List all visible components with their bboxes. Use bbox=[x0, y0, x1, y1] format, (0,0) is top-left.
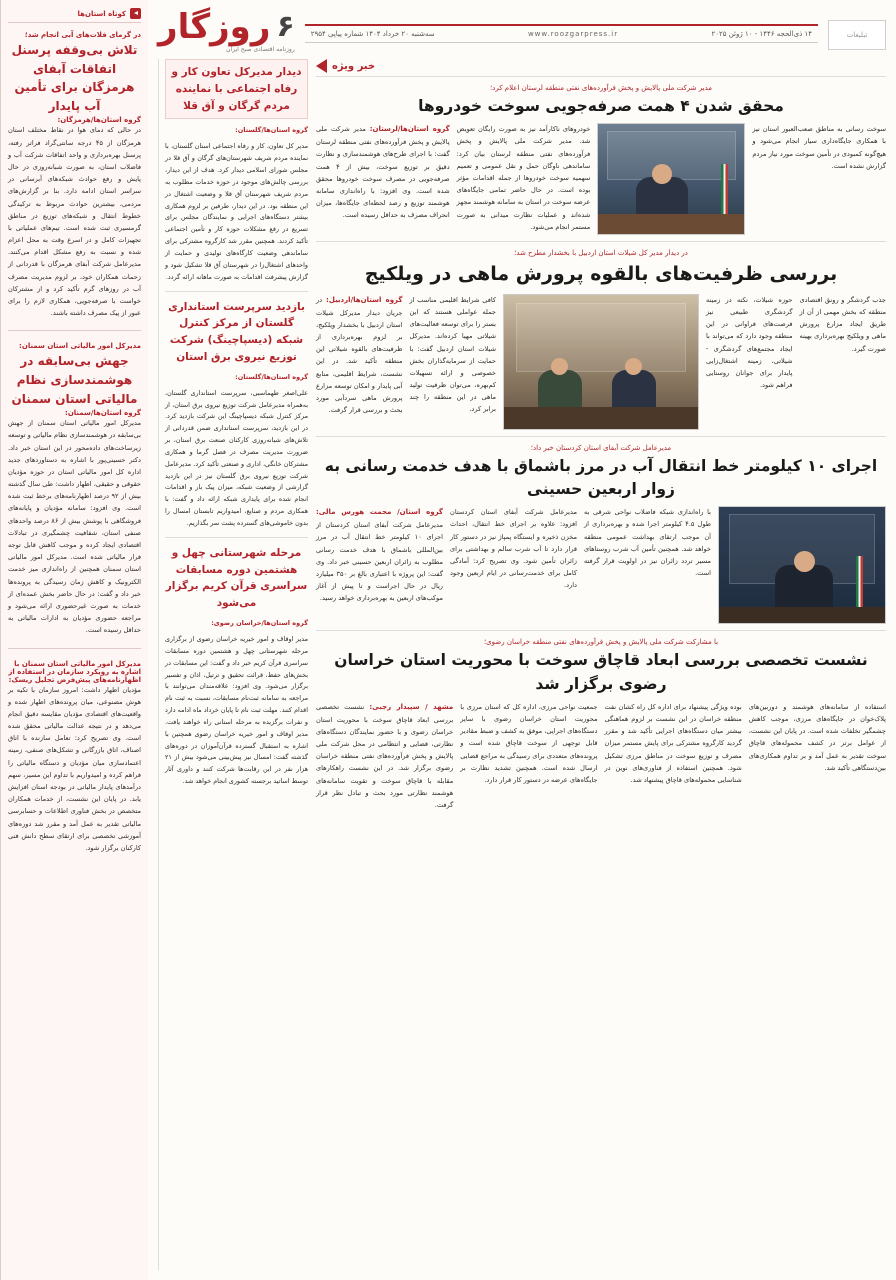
page-number: ۶ bbox=[276, 9, 295, 44]
article-col-1 bbox=[316, 506, 443, 604]
article-col-2: خودروهای ناکارآمد نیز به صورت رایگان تعویض شد. مدیر شرکت ملی پالایش و پخش فرآورده‌های نفتی منطقه لرستان بیان کرد: ساماندهی ناوگان حمل و نقل عمومی و تعمیم سهمیه سوخت خودروها از جمله اقدامات مؤثر بوده است. در حال حاضر تمامی جایگاه‌های عرضه سوخت در استان به سامانه هوشمند مجهز شده‌اند و عملیات نظارت میدانی به صورت مستمر انجام می‌شود. bbox=[456, 125, 591, 231]
left-item-lead: گروه استان‌ها/خراسان رضوی: bbox=[211, 619, 308, 628]
rail-item-title: تلاش بی‌وقفه پرسنل اتفاقات آبفای هرمزگان برای تأمین آب پایدار bbox=[11, 43, 138, 113]
divider bbox=[165, 537, 308, 538]
article-body-row bbox=[316, 506, 886, 624]
rail-item-body: در حالی که دمای هوا در نقاط مختلف استان هرمزگان از ۴۵ درجه سانتی‌گراد فراتر رفته، پرسنل بهره‌برداری و واحد اتفاقات شرکت آب و فاضلاب استان، به صورت شبانه‌روزی در حال پایش و رفع حوادث شبکه‌های آبرسانی در سراسر استان ادامه دارد. بنا بر گزارش‌های مردمی، بیشترین حوادث مربوط به ترکیدگی خطوط انتقال و شبکه‌های توزیع در مناطق گرمسیری ثبت شده است. تیم‌های عملیاتی با تجهیزات کامل و در اسرع وقت به محل اعزام شده و نسبت به رفع مشکل اقدام می‌کنند. مدیرعامل شرکت آبفای هرمزگان با قدردانی از زحمات همکاران خود، بر لزوم مدیریت مصرف آب در روزهای گرم تأکید کرد و از مشترکان خواست با صرفه‌جویی، همکاری لازم را برای عبور از پیک مصرف داشته باشند. bbox=[8, 126, 141, 318]
left-item-title: مرحله شهرستانی چهل و هشتمین دوره مسابقات سراسری قرآن کریم برگزار می‌شود bbox=[165, 546, 308, 610]
right-rail bbox=[0, 0, 148, 1280]
left-column bbox=[158, 59, 308, 1270]
masthead bbox=[148, 0, 896, 53]
rail-item-lead: گروه استان‌ها/سمنان: bbox=[65, 409, 141, 418]
article-col-3: با راه‌اندازی شبکه فاضلاب نواحی شرقی به طول ۴.۵ کیلومتر اجرا شده و بهره‌برداری از آن موجب ارتقای بهداشت عمومی منطقه خواهد شد. همچنین تأمین آب شرب روستاهای مسیر تردد زائران نیز در اولویت قرار گرفته است. bbox=[584, 508, 711, 578]
article-col-3: بوده ویژگی پیشنهاد برای اداره کل راه کشان نفت منطقه خراسان در این نشست بر لزوم هماهنگی بیشتر میان دستگاه‌های اجرایی تأکید شد و مقرر گردید کارگروه مشترکی برای پایش مستمر میزان مصرف و توزیع سوخت در مناطق مرزی تشکیل شود. همچنین استفاده از فناوری‌های نوین در شناسایی محموله‌های قاچاق پیشنهاد شد. bbox=[604, 702, 742, 784]
photo-wall-panel bbox=[516, 303, 687, 373]
article-lead-label: مشهد / سپیدار رجبی: bbox=[369, 702, 454, 711]
content-grid bbox=[148, 53, 896, 1280]
article-photo bbox=[718, 506, 886, 624]
article-col-4: استفاده از سامانه‌های هوشمند و دوربین‌های پلاک‌خوان در جایگاه‌های مرزی، موجب کاهش چشمگیر تخلفات شده است. در پایان این نشست، از عوامل برتر در کشف محموله‌های قاچاق سوخت تقدیر به عمل آمد و بر تداوم همکاری‌های بین‌دستگاهی تأکید شد. bbox=[748, 702, 886, 772]
article-col-3 bbox=[316, 123, 450, 221]
article-body-row bbox=[316, 123, 886, 235]
article-kicker: در دیدار مدیر کل شیلات استان اردبیل با بخشدار مطرح شد؛ bbox=[514, 249, 688, 258]
left-item-lead: گروه استان‌ها/گلستان: bbox=[235, 372, 308, 381]
left-item-lead: گروه استان‌ها/گلستان: bbox=[235, 126, 308, 135]
logo-tagline: روزنامه اقتصادی صبح ایران bbox=[226, 46, 295, 53]
brand-stamp: تبلیغات bbox=[828, 20, 886, 50]
article-fuel-savings bbox=[316, 84, 886, 242]
article-kicker: مدیر شرکت ملی پالایش و پخش فرآورده‌های نفتی منطقه لرستان اعلام کرد؛ bbox=[489, 84, 712, 92]
left-item-title: دیدار مدیرکل تعاون کار و رفاه اجتماعی با نماینده مردم گرگان و آق قلا bbox=[171, 66, 302, 112]
article-lead-text: مدیر شرکت ملی پالایش و پخش فرآورده‌های نفتی منطقه لرستان گفت: با اجرای طرح‌های هوشمندسازی و نظارت دقیق بر توزیع سوخت، بیش از ۴ همت صرفه‌جویی در مصرف سوخت خودروها محقق شده است. وی افزود: با راه‌اندازی سامانه هوشمند توزیع و رصد لحظه‌ای جایگاه‌ها، میزان انحراف مصرف به حداقل رسیده است. bbox=[315, 125, 450, 220]
rail-item-3 bbox=[8, 660, 141, 855]
photo-person-head bbox=[652, 164, 672, 184]
main-area bbox=[148, 0, 896, 1280]
rail-item-body: مؤدیان اظهار داشت: امروز سازمان با تکیه بر هوش مصنوعی، میان پرونده‌های اظهار شده و واقعیت‌های اقتصادی مؤدیان مقایسه دقیق انجام می‌دهد و در نتیجه عدالت مالیاتی محقق شده است. وی تصریح کرد: تعامل سازنده با اتاق اصناف، اتاق بازرگانی و تشکل‌های صنفی، زمینه اعتمادسازی میان مؤدیان و دستگاه مالیاتی را فراهم کرده و امیدواریم با تداوم این مسیر، سهم درآمدهای پایدار مالیاتی در بودجه استان افزایش یابد. در پایان این نشست، از خدمات همکاران متخصص در بخش فناوری اطلاعات و حسابرسی مالیاتی تقدیر به عمل آمد و مقرر شد دوره‌های آموزشی تخصصی برای ارتقای سطح دانش فنی کارکنان برگزار شود. bbox=[8, 685, 141, 852]
left-item-title: بازدید سرپرست استانداری گلستان از مرکز کنترل شبکه (دیسپاچینگ) شرکت توزیع نیروی برق استان bbox=[168, 300, 305, 363]
article-lead-label: گروه استان‌ها/لرستان: bbox=[369, 125, 450, 134]
masthead-brand bbox=[158, 7, 295, 53]
article-col-2: کافی شرایط اقلیمی مناسب از جمله عواملی هستند که این بستر را برای توسعه فعالیت‌های شیلاتی مهیا کرده‌اند. مدیرکل شیلات استان اردبیل گفت: با حمایت از سرمایه‌گذاران بخش خصوصی و ارائه تسهیلات کم‌بهره، می‌توان ظرفیت تولید ماهی در این منطقه را چند برابر کرد. bbox=[409, 295, 496, 414]
left-item-1 bbox=[165, 59, 308, 119]
rail-item-title: جهش بی‌سابقه در هوشمندسازی نظام مالیاتی استان سمنان bbox=[11, 354, 138, 406]
rail-item-kicker: مدیرکل امور مالیاتی استان سمنان با اشاره به رویکرد سازمان در استفاده از اظهارنامه‌های پیش‌فرض تحلیل ریسک: bbox=[8, 659, 141, 684]
rail-item-2 bbox=[8, 342, 141, 636]
divider bbox=[8, 330, 141, 331]
rail-header bbox=[8, 8, 141, 23]
article-body-row bbox=[316, 294, 886, 430]
article-col-1 bbox=[316, 701, 453, 811]
rail-item-kicker: مدیرکل امور مالیاتی استان سمنان: bbox=[19, 342, 141, 351]
section-flag-icon bbox=[316, 59, 327, 73]
article-title: اجرای ۱۰ کیلومتر خط انتقال آب در مرز باشماق با هدف خدمت رسانی به زوار اربعین حسینی bbox=[324, 456, 878, 498]
left-item-body: مدیر کل تعاون، کار و رفاه اجتماعی استان گلستان، با نماینده مردم شریف شهرستان‌های گرگان و آق قلا در مجلس شورای اسلامی دیدار کرد. هدف از این دیدار، بررسی چالش‌های موجود در حوزه خدمات مطلوب به مردم شریف شهرستان آق قلا و وضعیت اشتغال در این منطقه بود. در این دیدار، طرفین بر لزوم همکاری بیشتر دستگاه‌های اجرایی و نمایندگان مجلس برای تسریع در رفع مشکلات حوزه کار و تأمین اجتماعی تأکید کردند. همچنین مقرر شد کارگروه مشترکی برای ساماندهی وضعیت کارگاه‌های تولیدی و حمایت از واحدهای اشتغال‌زا در شهرستان آق قلا تشکیل شود و گزارش پیشرفت اقدامات به صورت ماهانه ارائه گردد. bbox=[165, 142, 308, 281]
issue-date: سه‌شنبه ۲۰ خرداد ۱۴۰۴ شماره پیاپی ۲۹۵۴ bbox=[310, 30, 435, 38]
article-kicker: با مشارکت شرکت ملی پالایش و پخش فرآورده‌های نفتی منطقه خراسان رضوی؛ bbox=[483, 638, 719, 647]
article-col-2: جمعیت نواحی مرزی، اداره کل که استان مرزی با محوریت استان خراسان رضوی با سایر دستگاه‌های اجرایی، موفق به کشف و ضبط مقادیر قابل توجهی از سوخت قاچاق شده است و پرونده‌های متعددی برای رسیدگی به مراجع قضایی ارسال شده است. همچنین تشدید نظارت بر جایگاه‌های عرضه در دستور کار قرار دارد. bbox=[460, 702, 598, 784]
article-col-4: جذب گردشگر و رونق اقتصادی منطقه که بخش مهمی از آن از طریق ایجاد مزارع پرورش ماهی و ویلکیج بهره‌برداری بهینه صورت گیرد. bbox=[799, 295, 886, 353]
article-lead-text: نشست تخصصی بررسی ابعاد قاچاق سوخت با محوریت استان خراسان رضوی و با حضور نمایندگان دستگاه‌های نظارتی، قضایی و انتظامی در محل شرکت ملی پالایش و پخش فرآورده‌های نفتی منطقه خراسان رضوی برگزار شد. در این نشست راهکارهای مقابله با قاچاق سوخت و تقویت سامانه‌های هوشمند نظارتی مورد بحث و تبادل نظر قرار گرفت. bbox=[316, 702, 454, 809]
article-lead-text: مدیرعامل شرکت آبفای استان کردستان از اجرای ۱۰ کیلومتر خط انتقال آب در مرز بین‌المللی باشماق با هدف خدمت رسانی مطلوب به زائران اربعین حسینی خبر داد. وی گفت: این پروژه با اعتباری بالغ بر ۳۵۰ میلیارد ریال در حال اجراست و تا پیش از آغاز موکب‌های اربعین به بهره‌برداری خواهد رسید. bbox=[316, 521, 444, 603]
article-col-2: مدیرعامل شرکت آبفای استان کردستان افزود: علاوه بر اجرای خط انتقال، احداث مخزن ذخیره و ایستگاه پمپاژ نیز در دستور کار قرار دارد تا آب شرب سالم و بهداشتی برای زائران تأمین شود. وی تصریح کرد: آمادگی کامل برای خدمت‌رسانی در ایام اربعین وجود دارد. bbox=[450, 508, 577, 590]
article-title: نشست تخصصی بررسی ابعاد قاچاق سوخت با محوریت استان خراسان رضوی برگزار شد bbox=[334, 651, 868, 693]
photo-desk bbox=[598, 214, 744, 234]
logo-block bbox=[158, 7, 295, 47]
photo-desk bbox=[504, 407, 698, 428]
article-photo bbox=[503, 294, 699, 430]
divider bbox=[165, 291, 308, 292]
rail-item-body: مدیرکل امور مالیاتی استان سمنان از جهش بی‌سابقه در هوشمندسازی نظام مالیاتی و توسعه زیرساخت‌های داده‌محور در این استان خبر داد. دکتر حسینی‌پور با اشاره به دستاوردهای جدید اداره کل امور مالیاتی استان در حوزه مؤدیان حقوقی و حقیقی، اظهار داشت: طی سال گذشته بیش از ۹۲ درصد اظهارنامه‌های برخط ثبت شده است. وی افزود: سامانه مؤدیان و پایانه‌های فروشگاهی با پوشش بیش از ۸۶ درصد واحدهای صنفی استان، شفافیت چشمگیری در تبادلات اقتصادی ایجاد کرده و موجب کاهش قابل توجه فرار مالیاتی شده است. مدیرکل امور مالیاتی استان سمنان همچنین از راه‌اندازی میز خدمت الکترونیک و کاهش زمان رسیدگی به پرونده‌ها خبر داد و گفت: در حال حاضر بخش عمده‌ای از خدمات به صورت غیرحضوری ارائه می‌شود و مراجعه حضوری مؤدیان به ادارات مالیاتی به حداقل رسیده است. bbox=[8, 419, 141, 635]
flag-icon bbox=[130, 8, 141, 19]
photo-desk bbox=[719, 607, 885, 623]
rail-item-1 bbox=[8, 31, 141, 319]
article-col-1 bbox=[316, 294, 403, 417]
article-water-pipeline bbox=[316, 444, 886, 632]
article-kicker: مدیرعامل شرکت آبفای استان کردستان خبر داد؛ bbox=[530, 443, 672, 452]
article-lead-label: گروه استان‌ها/اردبیل: bbox=[326, 295, 403, 304]
article-col-1: سوخت رسانی به مناطق صعب‌العبور استان نیز با همکاری جایگاه‌داری سیار انجام می‌شود و هیچ‌گونه کمبودی در تأمین سوخت مورد نیاز مردم گزارش نشده است. bbox=[752, 125, 886, 170]
rail-item-kicker: در گرمای فلات‌های آبی انجام شد؛ bbox=[24, 31, 141, 39]
rail-header-label: کوتاه استان‌ها bbox=[77, 9, 126, 18]
divider bbox=[8, 648, 141, 649]
article-lead-label: گروه استان/ محمت هورس مالی: bbox=[316, 508, 443, 517]
article-fuel-smuggling bbox=[316, 638, 886, 817]
issue-date-alt: ۱۴ ذی‌الحجه ۱۴۴۶ - ۱۰ ژوئن ۲۰۲۵ bbox=[711, 30, 812, 38]
article-lead-text: در جریان دیدار مدیرکل شیلات استان اردبیل با بخشدار ویلکیج، بر لزوم بهره‌برداری از ظرفیت‌های بالقوه شیلاتی این منطقه تأکید شد. در این نشست، شرایط اقلیمی، منابع آبی پایدار و امکان توسعه مزارع پرورش ماهی سردآبی مورد بحث و بررسی قرار گرفت. bbox=[316, 295, 403, 415]
article-col-3: حوزه شیلات، نکته در زمینه گردشگری طبیعی نیز فرصت‌های فراوانی در این منطقه وجود دارد که می‌تواند با ایجاد مجتمع‌های گردشگری - شیلاتی، زمینه اشتغال‌زایی پایدار برای جوانان روستایی فراهم شود. bbox=[706, 295, 793, 390]
section-label: خبر ویژه bbox=[332, 60, 376, 72]
article-photo bbox=[597, 123, 745, 235]
website-url[interactable]: www.roozgarpress.ir bbox=[527, 30, 619, 38]
article-title: محقق شدن ۴ همت صرفه‌جویی سوخت خودروها bbox=[418, 97, 784, 115]
article-title: بررسی ظرفیت‌های بالقوه پرورش ماهی در ویلکیج bbox=[364, 263, 838, 286]
main-column bbox=[316, 59, 886, 1270]
section-header bbox=[316, 59, 886, 77]
article-body-row bbox=[316, 701, 886, 811]
left-item-body: مدیر اوقاف و امور خیریه خراسان رضوی از برگزاری مرحله شهرستانی چهل و هشتمین دوره مسابقات سراسری قرآن کریم خبر داد و گفت: این مسابقات در بخش‌های حفظ، قرائت تحقیق و ترتیل، اذان و تفسیر برگزار می‌شود. وی افزود: علاقه‌مندان می‌توانند با مراجعه به سامانه ثبت‌نام مسابقات، نسبت به ثبت نام اقدام کنند. مهلت ثبت نام تا پایان خرداد ماه ادامه دارد و نفرات برگزیده به مرحله استانی راه خواهند یافت. مدیر اوقاف و امور خیریه خراسان رضوی همچنین با اشاره به استقبال گسترده قرآن‌آموزان در دوره‌های گذشته گفت: امسال نیز پیش‌بینی می‌شود بیش از ۲۱ هزار نفر در این رقابت‌ها شرکت کنند و داوری آثار توسط اساتید برجسته کشوری انجام خواهد شد. bbox=[165, 635, 308, 786]
logo-wordmark: روزگار bbox=[158, 7, 271, 47]
masthead-meta-bar bbox=[305, 24, 818, 43]
rail-item-lead: گروه استان‌ها/هرمزگان: bbox=[57, 116, 141, 125]
left-item-body: علی‌اصغر طهماسبی، سرپرست استانداری گلستان، به‌همراه مدیرعامل شرکت توزیع نیروی برق استان، از مرکز کنترل شبکه دیسپاچینگ این شرکت بازدید کرد. در این بازدید، سرپرست استانداری ضمن قدردانی از تلاش‌های شبانه‌روزی کارکنان صنعت برق استان، بر ضرورت مدیریت مصرف در فصل گرما و همکاری مشترکان خانگی، اداری و صنعتی تأکید کرد. مدیرعامل شرکت توزیع نیروی برق گلستان نیز در این بازدید گزارشی از وضعیت شبکه، میزان پیک بار و اقدامات انجام شده برای پایداری شبکه ارائه داد و گفت: با همکاری مردم و صنایع، امیدواریم تابستان امسال را بدون خاموشی‌های گسترده پشت سر بگذاریم. bbox=[165, 388, 308, 527]
article-fish-farming bbox=[316, 249, 886, 437]
